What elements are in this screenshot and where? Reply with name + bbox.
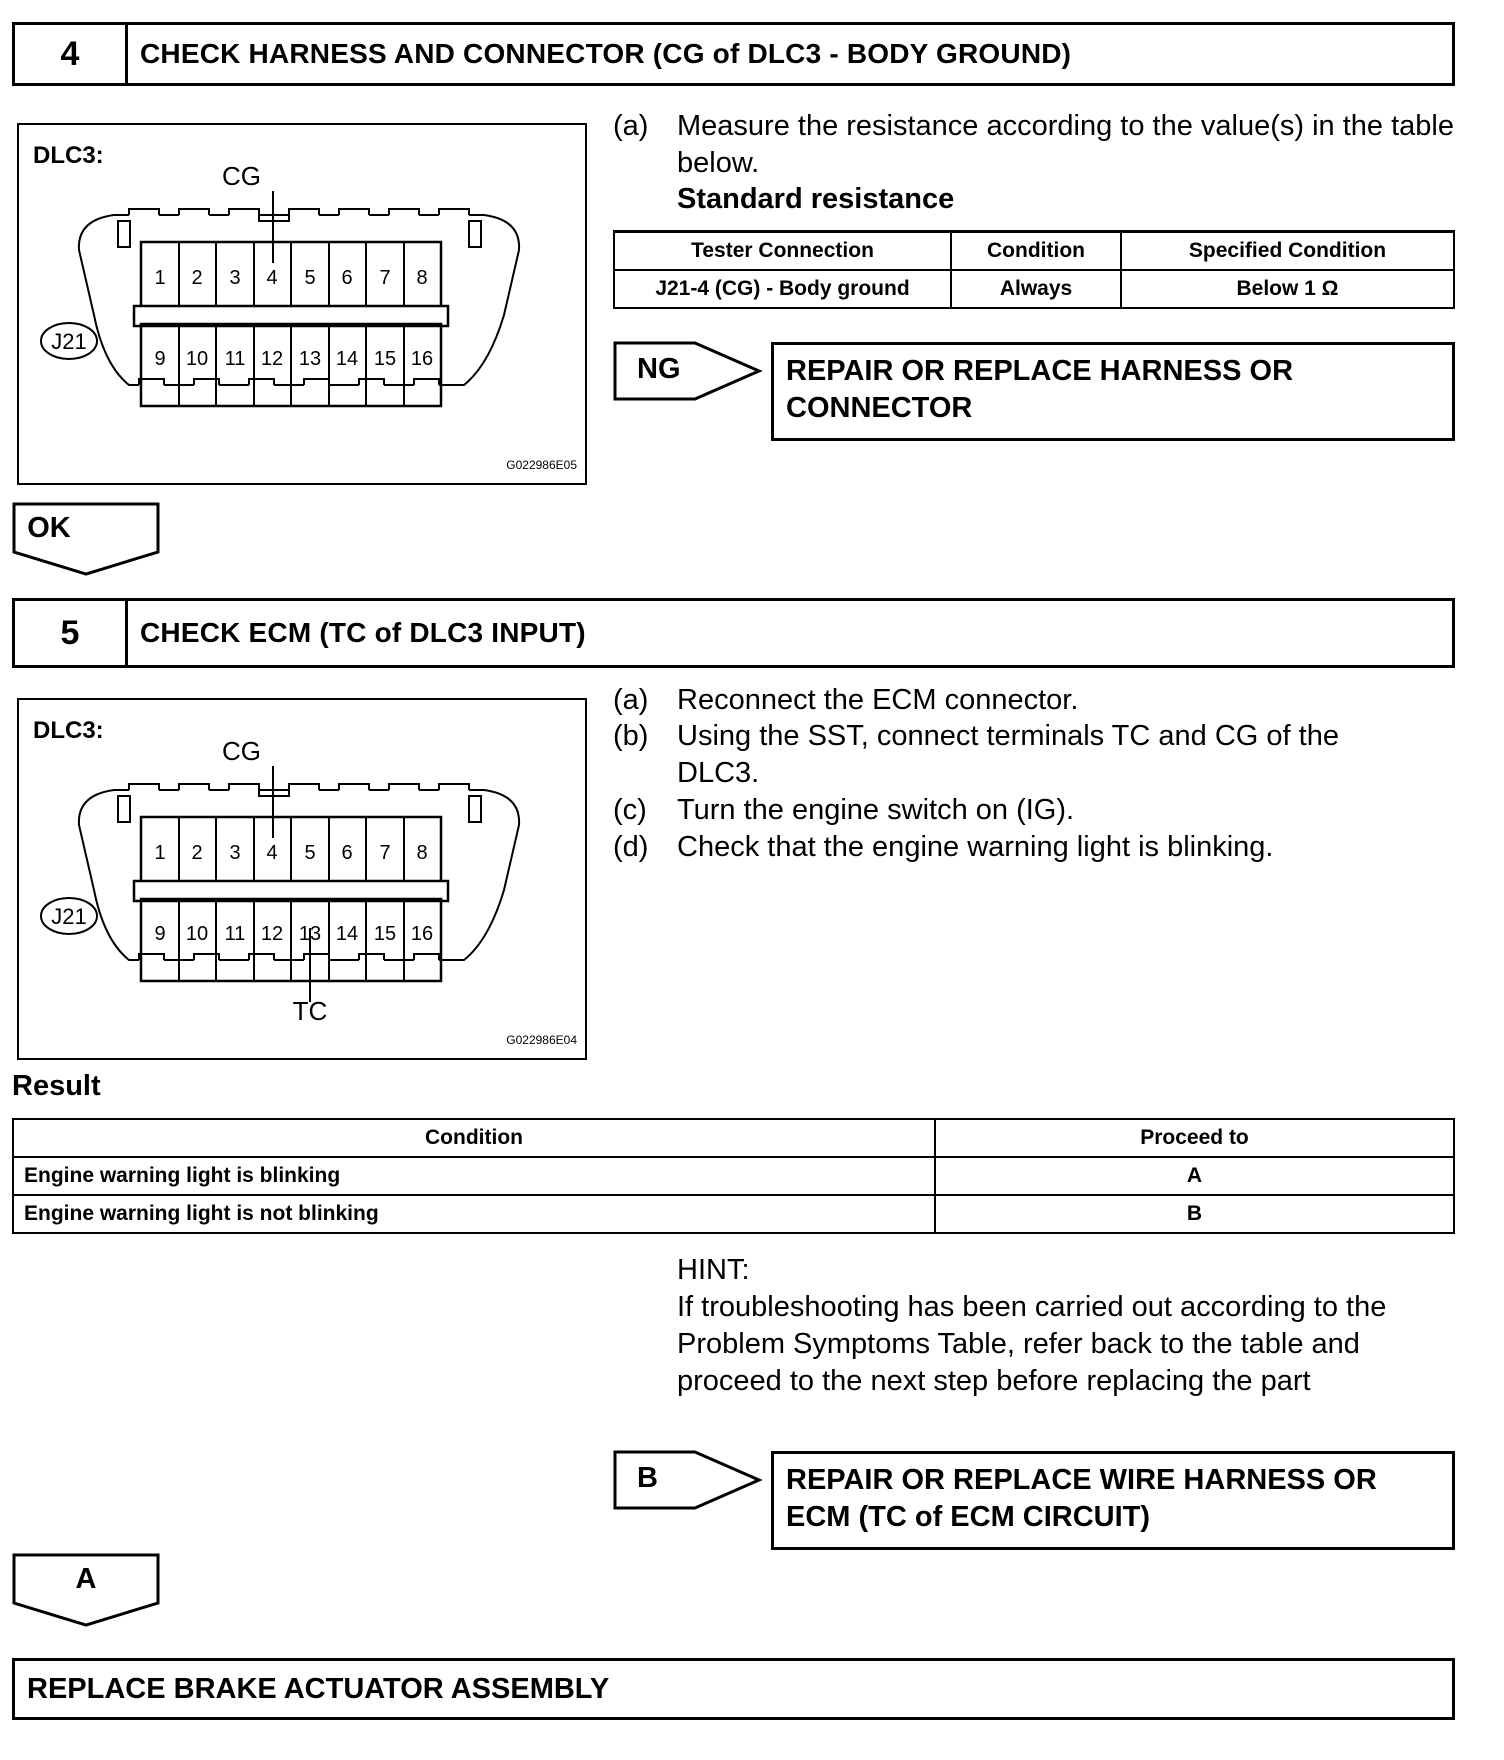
table-row xyxy=(13,1157,1454,1195)
table-cell: Below 1 Ω xyxy=(1121,270,1454,308)
table-header: Specified Condition xyxy=(1121,232,1454,271)
standard-label: Standard resistance xyxy=(677,183,955,215)
step-label: (a) xyxy=(613,684,649,716)
ok-tag xyxy=(12,502,162,576)
step-text: Reconnect the ECM connector. xyxy=(677,684,1079,716)
final-action-box: REPLACE BRAKE ACTUATOR ASSEMBLY xyxy=(12,1658,1455,1720)
connector-id: J21 xyxy=(51,329,87,354)
pin-8: 8 xyxy=(416,842,428,864)
table-cell: J21-4 (CG) - Body ground xyxy=(614,270,951,308)
result-table xyxy=(12,1118,1455,1234)
pin-15: 15 xyxy=(373,348,397,370)
b-tag xyxy=(613,1450,763,1510)
pin-1: 1 xyxy=(154,267,166,289)
pin-11: 11 xyxy=(224,348,246,370)
step-text: Using the SST, connect terminals TC and CG of the DLC3. xyxy=(677,720,1339,789)
dlc3-connector-diagram xyxy=(19,125,589,487)
pin-3: 3 xyxy=(229,267,241,289)
figure-code: G022986E04 xyxy=(506,1033,577,1047)
table-header: Condition xyxy=(951,232,1121,271)
cg-label: CG xyxy=(222,161,261,191)
pin-5: 5 xyxy=(304,842,316,864)
pin-3: 3 xyxy=(229,842,241,864)
step-number: 4 xyxy=(15,25,128,83)
ng-tag-label: NG xyxy=(637,353,681,385)
pin-5: 5 xyxy=(304,267,316,289)
pin-16: 16 xyxy=(410,348,434,370)
figure-label: DLC3: xyxy=(33,142,104,169)
b-action-box: REPAIR OR REPLACE WIRE HARNESS OR ECM (TC of ECM CIRCUIT) xyxy=(771,1451,1455,1550)
step-label: (d) xyxy=(613,831,649,863)
step-label: (c) xyxy=(613,794,647,826)
resistance-table xyxy=(613,230,1455,309)
hint-text: If troubleshooting has been carried out according to the Problem Symptoms Table, refer back to the table and proceed to the next step before replacing the part xyxy=(677,1291,1387,1397)
b-tag-label: B xyxy=(637,1462,658,1494)
ok-tag-label: OK xyxy=(27,512,71,544)
pin-6: 6 xyxy=(341,267,353,289)
table-cell: Always xyxy=(951,270,1121,308)
instruction-text: Measure the resistance according to the value(s) in the table below. xyxy=(677,110,1454,179)
step-title: CHECK HARNESS AND CONNECTOR (CG of DLC3 - BODY GROUND) xyxy=(140,38,1072,69)
a-tag xyxy=(12,1553,162,1627)
arrow-right-icon xyxy=(613,341,763,401)
a-tag-label: A xyxy=(75,1563,97,1595)
result-label: Result xyxy=(12,1070,101,1102)
table-cell: Engine warning light is blinking xyxy=(13,1157,935,1195)
table-header: Condition xyxy=(13,1119,935,1157)
arrow-right-icon xyxy=(613,1450,763,1510)
pin-2: 2 xyxy=(191,267,203,289)
pin-14: 14 xyxy=(335,348,359,370)
step-number: 5 xyxy=(15,601,128,665)
ng-action-box: REPAIR OR REPLACE HARNESS OR CONNECTOR xyxy=(771,342,1455,441)
dlc3-figure-step4 xyxy=(17,123,587,485)
cg-label: CG xyxy=(222,736,261,766)
table-cell: B xyxy=(935,1195,1454,1233)
table-cell: Engine warning light is not blinking xyxy=(13,1195,935,1233)
connector-id: J21 xyxy=(51,904,87,929)
hint-label: HINT: xyxy=(677,1254,750,1286)
pin-1: 1 xyxy=(154,842,166,864)
table-row xyxy=(13,1195,1454,1233)
pin-4: 4 xyxy=(266,842,278,864)
pin-12: 12 xyxy=(260,923,284,945)
pin-15: 15 xyxy=(373,923,397,945)
pin-7: 7 xyxy=(379,267,391,289)
pin-4: 4 xyxy=(266,267,278,289)
step-5-header xyxy=(12,598,1455,668)
step-text: Turn the engine switch on (IG). xyxy=(677,794,1075,826)
pin-14: 14 xyxy=(335,923,359,945)
pin-6: 6 xyxy=(341,842,353,864)
table-header: Proceed to xyxy=(935,1119,1454,1157)
pin-13: 13 xyxy=(298,923,322,945)
ng-tag xyxy=(613,341,763,401)
pin-16: 16 xyxy=(410,923,434,945)
step-title: CHECK ECM (TC of DLC3 INPUT) xyxy=(140,617,586,648)
pin-10: 10 xyxy=(185,348,209,370)
dlc3-connector-diagram xyxy=(19,700,589,1062)
table-row xyxy=(614,270,1454,308)
pin-9: 9 xyxy=(154,348,166,370)
pin-10: 10 xyxy=(185,923,209,945)
pin-8: 8 xyxy=(416,267,428,289)
step-text: Check that the engine warning light is blinking. xyxy=(677,831,1274,863)
table-header: Tester Connection xyxy=(614,232,951,271)
step-4-header xyxy=(12,22,1455,86)
table-cell: A xyxy=(935,1157,1454,1195)
pin-2: 2 xyxy=(191,842,203,864)
figure-code: G022986E05 xyxy=(506,458,577,472)
pin-7: 7 xyxy=(379,842,391,864)
pin-11: 11 xyxy=(224,923,246,945)
pin-12: 12 xyxy=(260,348,284,370)
dlc3-figure-step5 xyxy=(17,698,587,1060)
pin-9: 9 xyxy=(154,923,166,945)
tc-label: TC xyxy=(292,996,328,1026)
pin-13: 13 xyxy=(298,348,322,370)
instruction-label: (a) xyxy=(613,110,649,142)
figure-label: DLC3: xyxy=(33,717,104,744)
step-label: (b) xyxy=(613,720,649,752)
